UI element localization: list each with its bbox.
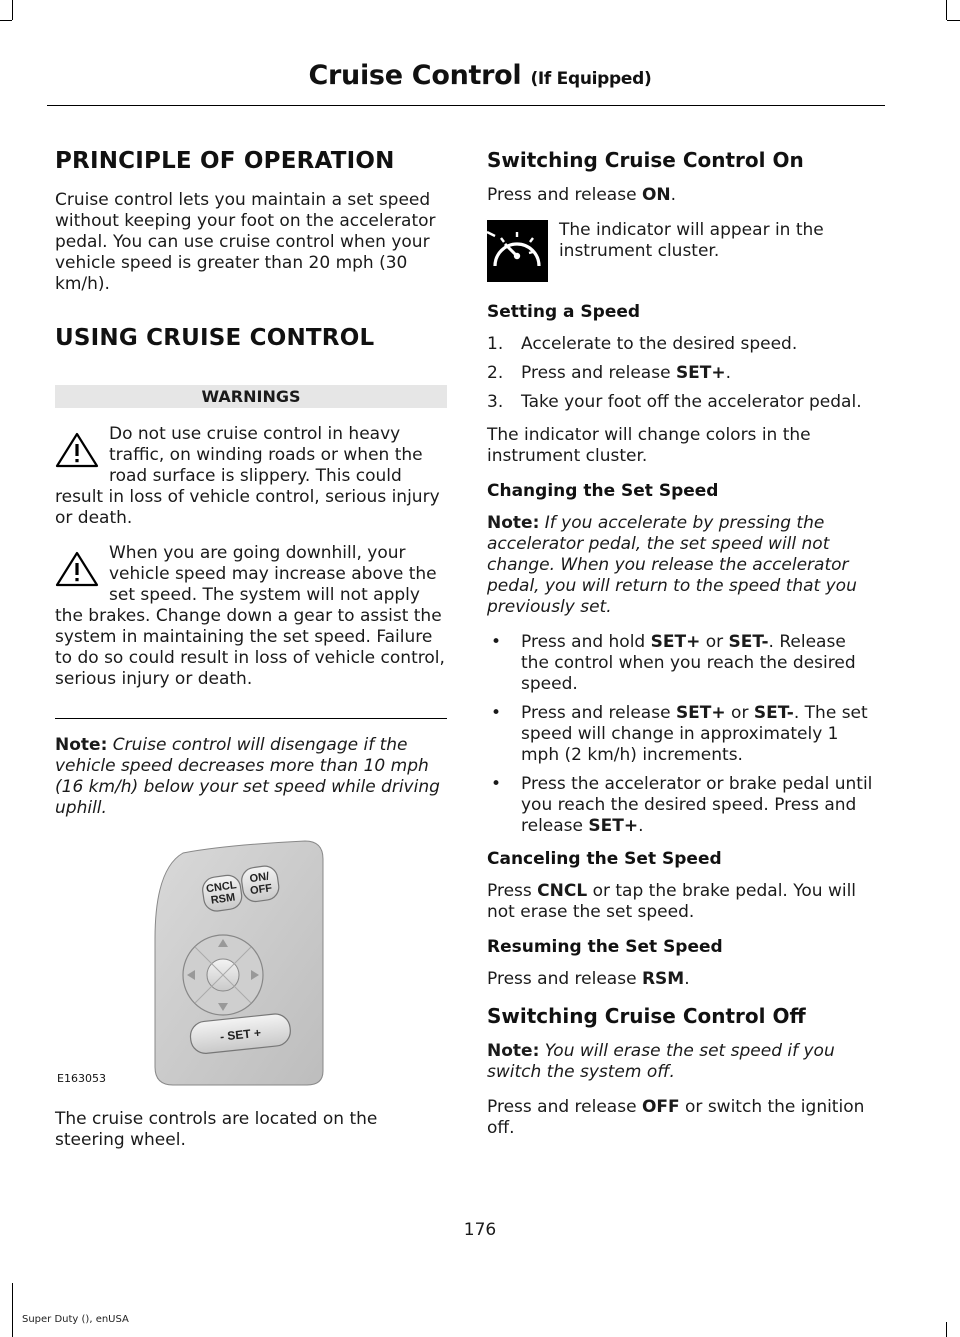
header-rule	[47, 105, 885, 106]
text-part: .	[684, 969, 690, 989]
crop-mark	[12, 1283, 13, 1337]
switch-off-text	[487, 1097, 879, 1139]
step-keyword: SET+	[675, 363, 726, 383]
note-label: Note:	[487, 1041, 540, 1061]
on-keyword: ON	[641, 185, 671, 205]
indicator-text: The indicator will appear in the instrument cluster.	[558, 220, 824, 261]
text-part: Press	[487, 881, 538, 901]
step-text	[521, 334, 797, 355]
step-text	[521, 392, 862, 413]
step-number: 1.	[487, 334, 504, 354]
bullet-text	[521, 774, 879, 837]
bullet-text	[521, 703, 879, 766]
text-part: or tap the brake pedal. You will not erase the set speed.	[487, 881, 857, 922]
crop-mark	[947, 20, 960, 21]
indicator-change-text: The indicator will change colors in the instrument cluster.	[487, 425, 811, 466]
on-label: ON/	[248, 870, 270, 886]
cruise-indicator-icon-box	[487, 220, 548, 282]
warning-item	[55, 543, 447, 690]
principle-heading: PRINCIPLE OF OPERATION	[55, 148, 395, 174]
figure-id: E163053	[57, 1072, 106, 1085]
changing-bullets	[487, 632, 879, 837]
note-paragraph	[55, 735, 447, 819]
page-number: 176	[463, 1220, 497, 1240]
bullet-part: . The set speed will change in approximately 1 mph (2 km/h) increments.	[521, 703, 868, 765]
note-label: Note:	[487, 513, 540, 533]
principle-text: Cruise control lets you maintain a set speed without keeping your foot on the accelerator pedal. You can use cruise control when your vehicle speed is greater than 20 mph (30 km/h).	[55, 190, 436, 294]
setting-heading: Setting a Speed	[487, 302, 641, 322]
bullet-mark: •	[491, 774, 502, 794]
text-part: Press and release	[487, 969, 642, 989]
step-number: 3.	[487, 392, 504, 412]
bullet-part: or	[700, 632, 729, 652]
bullet-part: or	[725, 703, 754, 723]
bullet-part: Press and hold	[521, 632, 651, 652]
page-title-subtitle: (If Equipped)	[530, 69, 652, 89]
list-item	[487, 632, 879, 695]
text-part: or switch the ignition off.	[487, 1097, 865, 1138]
bullet-part: Press the accelerator or brake pedal until you reach the desired speed. Press and release	[521, 774, 873, 836]
crop-mark	[946, 1322, 947, 1337]
directional-pad	[183, 935, 263, 1015]
bullet-text	[521, 632, 879, 695]
steering-wheel-controls-illustration	[55, 839, 355, 1089]
bullet-keyword: SET-	[753, 703, 794, 723]
location-text: The cruise controls are located on the steering wheel.	[55, 1109, 378, 1150]
bullet-keyword: SET+	[650, 632, 701, 652]
list-item	[487, 363, 879, 384]
cncl-keyword: CNCL	[537, 881, 588, 901]
step-number: 2.	[487, 363, 504, 383]
page-title	[0, 60, 960, 91]
changing-note	[487, 513, 879, 618]
canceling-text	[487, 881, 879, 923]
list-item	[487, 392, 879, 413]
page-title-main: Cruise Control	[308, 60, 522, 91]
indicator-row	[487, 220, 879, 282]
list-item	[487, 703, 879, 766]
bullet-mark: •	[491, 632, 502, 652]
switch-on-heading: Switching Cruise Control On	[487, 148, 804, 172]
switch-on-text: Press and release ON.	[487, 185, 677, 205]
note-text: Cruise control will disengage if the vehicle speed decreases more than 10 mph (16 km/h) below your set speed while driving uphill.	[55, 735, 440, 818]
bullet-part: . Release the control when you reach the desired speed.	[521, 632, 856, 694]
warnings-end-rule	[55, 718, 447, 719]
cncl-label: CNCL	[205, 879, 238, 896]
note-text: If you accelerate by pressing the accelerator pedal, the set speed will not change. When you release the accelerator pedal, you will return to the speed that you previously set.	[487, 513, 857, 617]
text-part: Press and release	[487, 1097, 642, 1117]
right-column	[487, 148, 879, 1153]
warning-text: Do not use cruise control in heavy traffic, on winding roads or when the road surface is slippery. This could result in loss of vehicle control, serious injury or death.	[55, 424, 440, 528]
switch-off-heading: Switching Cruise Control Off	[487, 1004, 806, 1028]
resuming-text	[487, 969, 879, 990]
warning-text: When you are going downhill, your vehicle speed may increase above the set speed. The system will not apply the brakes. Change down a gear to assist the system in maintaining the set speed. Failure to do so could result in loss of vehicle control, serious injury or death.	[55, 543, 445, 689]
left-column	[55, 148, 447, 1165]
speedometer-icon	[487, 226, 547, 276]
step-text-part: Press and release	[521, 363, 676, 383]
off-keyword: OFF	[641, 1097, 680, 1117]
bullet-part: .	[638, 816, 644, 836]
crop-mark	[946, 0, 947, 20]
crop-mark	[0, 20, 12, 21]
set-label: - SET +	[219, 1025, 262, 1044]
warning-triangle-icon	[55, 551, 99, 587]
switch-off-note	[487, 1041, 879, 1083]
step-text	[521, 363, 731, 384]
step-text-part: Accelerate to the desired speed.	[521, 334, 798, 354]
rsm-keyword: RSM	[641, 969, 685, 989]
warning-triangle-icon	[55, 432, 99, 468]
press-release-text: Press and release	[487, 185, 642, 205]
canceling-heading: Canceling the Set Speed	[487, 849, 722, 869]
off-label: OFF	[249, 882, 273, 898]
list-item	[487, 774, 879, 837]
bullet-mark: •	[491, 703, 502, 723]
resuming-heading: Resuming the Set Speed	[487, 937, 723, 957]
bullet-keyword: SET-	[728, 632, 769, 652]
rsm-label: RSM	[210, 891, 236, 907]
step-text-part: Take your foot off the accelerator pedal.	[521, 392, 862, 412]
cruise-control-switch-figure	[55, 839, 355, 1089]
changing-heading: Changing the Set Speed	[487, 481, 719, 501]
setting-steps	[487, 334, 879, 413]
crop-mark	[12, 0, 13, 20]
warnings-label: WARNINGS	[55, 385, 447, 408]
note-label: Note:	[55, 735, 108, 755]
note-text: You will erase the set speed if you switch the system off.	[487, 1041, 835, 1082]
using-heading: USING CRUISE CONTROL	[55, 325, 375, 351]
warning-item	[55, 424, 447, 529]
bullet-keyword: SET+	[675, 703, 726, 723]
list-item	[487, 334, 879, 355]
footer-model-line: Super Duty (), enUSA	[22, 1314, 129, 1325]
step-text-part: .	[725, 363, 732, 383]
bullet-part: Press and release	[521, 703, 676, 723]
bullet-keyword: SET+	[588, 816, 639, 836]
